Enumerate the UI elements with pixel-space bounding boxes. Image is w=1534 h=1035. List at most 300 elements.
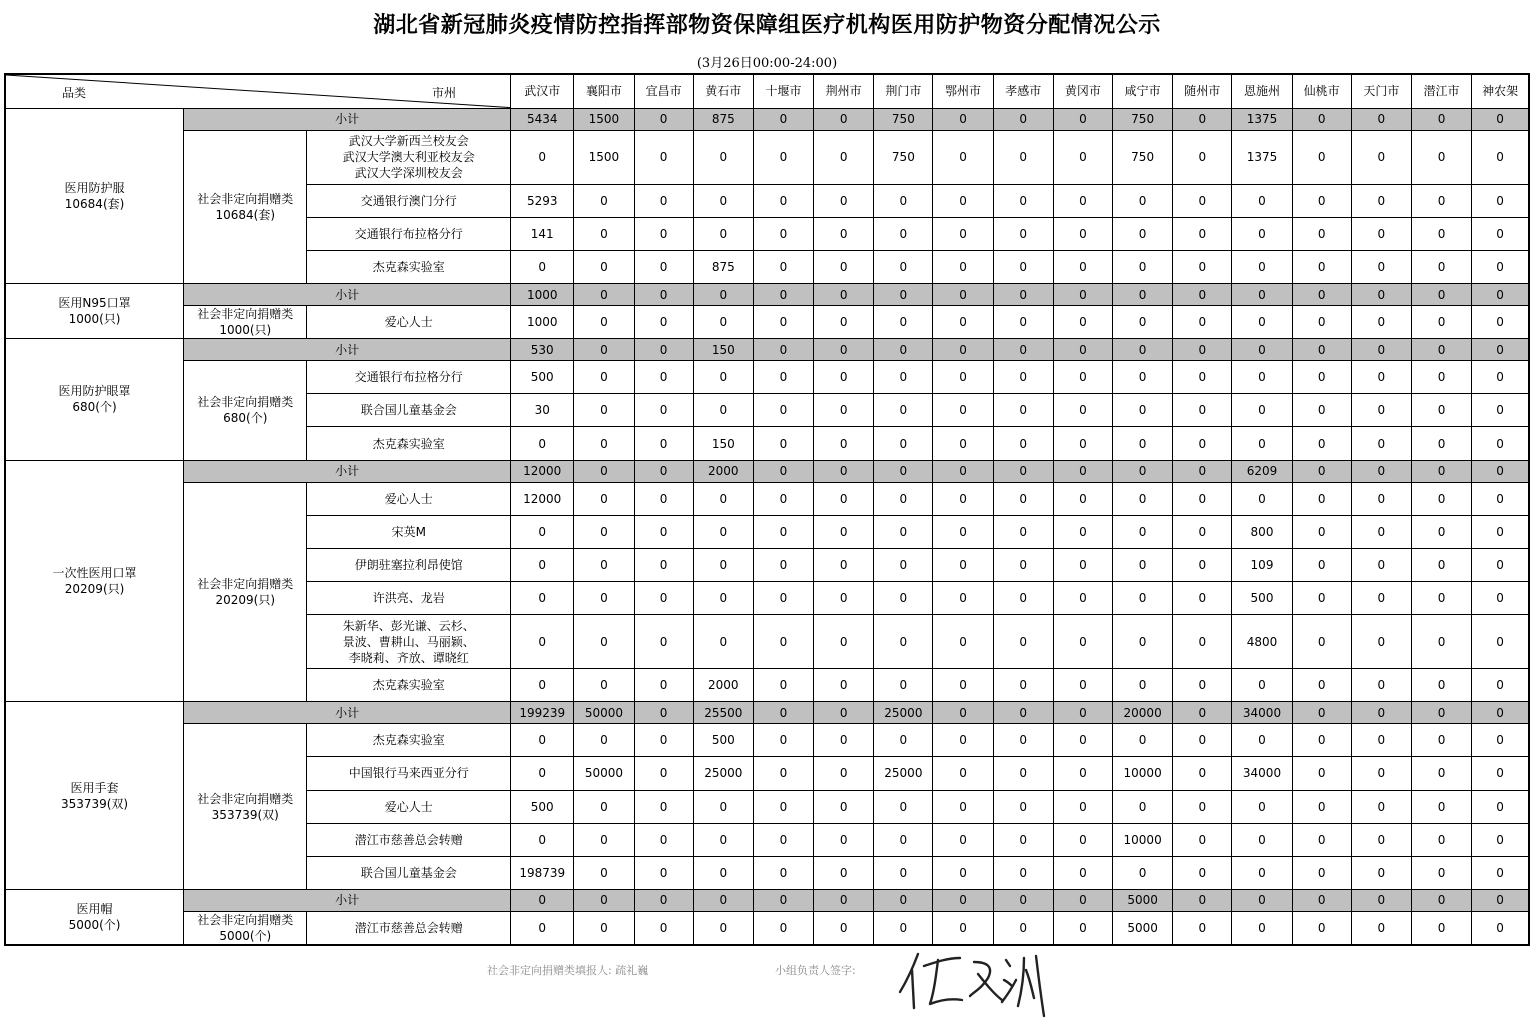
allocation-value: 0 [933, 482, 993, 515]
allocation-value: 0 [574, 217, 634, 250]
city-header: 武汉市 [511, 74, 574, 108]
subtotal-value: 0 [933, 284, 993, 306]
allocation-value: 0 [1472, 669, 1529, 702]
subtotal-value: 0 [1173, 702, 1232, 724]
city-header: 咸宁市 [1113, 74, 1173, 108]
subtotal-value: 12000 [511, 460, 574, 482]
allocation-value: 0 [634, 250, 693, 283]
allocation-value: 0 [1232, 669, 1292, 702]
allocation-value: 0 [933, 394, 993, 427]
allocation-value: 0 [1472, 856, 1529, 889]
subtotal-value: 0 [574, 339, 634, 361]
allocation-value: 0 [1411, 615, 1471, 669]
allocation-value: 1500 [574, 130, 634, 184]
allocation-value: 0 [1351, 361, 1411, 394]
donor-name: 爱心人士 [384, 315, 433, 330]
subtotal-value: 0 [753, 339, 813, 361]
category-name-cell [5, 702, 184, 890]
subtotal-label: 小计 [184, 284, 511, 306]
subtotal-value: 0 [1472, 889, 1529, 911]
allocation-value: 0 [1053, 856, 1112, 889]
city-header: 天门市 [1351, 74, 1411, 108]
allocation-value: 0 [814, 515, 874, 548]
donor-name-cell [307, 724, 511, 757]
allocation-value: 0 [993, 130, 1053, 184]
donation-type: 社会非定向捐赠类 [197, 791, 294, 806]
allocation-value: 0 [1113, 306, 1173, 339]
allocation-value: 0 [574, 823, 634, 856]
allocation-value: 0 [993, 790, 1053, 823]
subtotal-value: 0 [1472, 339, 1529, 361]
allocation-value: 0 [874, 306, 933, 339]
allocation-value: 0 [1351, 306, 1411, 339]
donor-name-cell [307, 217, 511, 250]
allocation-value: 0 [1053, 724, 1112, 757]
allocation-value: 0 [933, 130, 993, 184]
allocation-value: 0 [874, 548, 933, 581]
allocation-value: 0 [933, 361, 993, 394]
subtotal-value: 5434 [511, 108, 574, 130]
allocation-value: 0 [993, 669, 1053, 702]
allocation-value: 0 [753, 217, 813, 250]
subtotal-value: 0 [993, 460, 1053, 482]
city-header: 随州市 [1173, 74, 1232, 108]
allocation-value: 0 [753, 184, 813, 217]
subtotal-value: 0 [1472, 108, 1529, 130]
donor-name: 爱心人士 [384, 491, 433, 506]
allocation-value: 5000 [1113, 911, 1173, 945]
table-row [5, 482, 1529, 515]
allocation-value: 0 [933, 856, 993, 889]
allocation-value: 0 [511, 548, 574, 581]
header-diagonal-cell [5, 74, 511, 108]
subtotal-value: 0 [933, 460, 993, 482]
category-name: 一次性医用口罩 [52, 565, 137, 580]
table-row [5, 361, 1529, 394]
allocation-value: 0 [1173, 130, 1232, 184]
allocation-value: 0 [874, 427, 933, 460]
allocation-value: 0 [1113, 615, 1173, 669]
subtotal-value: 0 [1411, 339, 1471, 361]
signature-label: 小组负责人签字: [775, 964, 856, 977]
subtotal-value: 0 [1232, 339, 1292, 361]
subtotal-value: 0 [1292, 889, 1351, 911]
allocation-value: 0 [1053, 184, 1112, 217]
category-total: 353739(双) [60, 796, 129, 811]
subtotal-value: 0 [1351, 460, 1411, 482]
subtotal-value: 0 [993, 889, 1053, 911]
allocation-value: 0 [1472, 790, 1529, 823]
allocation-value: 0 [1292, 361, 1351, 394]
allocation-value: 0 [1173, 548, 1232, 581]
allocation-value: 0 [634, 856, 693, 889]
allocation-value: 0 [574, 482, 634, 515]
allocation-value: 0 [574, 515, 634, 548]
allocation-value: 0 [1173, 790, 1232, 823]
allocation-value: 0 [753, 394, 813, 427]
subtotal-row [5, 460, 1529, 482]
allocation-value: 0 [574, 581, 634, 614]
allocation-value: 0 [933, 250, 993, 283]
donation-type-cell [184, 482, 307, 702]
category-total: 10684(套) [64, 196, 125, 211]
allocation-value: 0 [993, 250, 1053, 283]
allocation-value: 0 [511, 669, 574, 702]
allocation-table [4, 73, 1530, 946]
allocation-value: 0 [574, 394, 634, 427]
donor-name-cell [307, 581, 511, 614]
donor-name: 联合国儿童基金会 [360, 865, 457, 880]
allocation-value: 0 [574, 856, 634, 889]
allocation-value: 0 [1411, 361, 1471, 394]
allocation-value: 0 [814, 790, 874, 823]
allocation-value: 0 [1351, 615, 1411, 669]
table-row [5, 130, 1529, 184]
allocation-value: 0 [1292, 184, 1351, 217]
allocation-value: 0 [1173, 482, 1232, 515]
donation-type: 社会非定向捐赠类 [197, 307, 294, 322]
allocation-value: 0 [1411, 130, 1471, 184]
subtotal-value: 0 [874, 460, 933, 482]
allocation-value: 0 [1232, 306, 1292, 339]
category-name: 医用防护眼罩 [58, 384, 131, 399]
allocation-value: 0 [1113, 250, 1173, 283]
allocation-value: 0 [933, 669, 993, 702]
allocation-value: 0 [693, 581, 753, 614]
city-header: 荆州市 [814, 74, 874, 108]
subtotal-value: 0 [1113, 284, 1173, 306]
allocation-value: 0 [693, 482, 753, 515]
subtotal-value: 0 [1053, 889, 1112, 911]
allocation-value: 0 [1173, 184, 1232, 217]
donor-name: 景波、曹耕山、马丽颖、 [342, 634, 475, 649]
allocation-value: 109 [1232, 548, 1292, 581]
subtotal-value: 750 [874, 108, 933, 130]
donor-name: 武汉大学澳大利亚校友会 [342, 150, 475, 165]
subtotal-value: 0 [1351, 702, 1411, 724]
allocation-value: 0 [753, 548, 813, 581]
allocation-value: 0 [1472, 911, 1529, 945]
allocation-value: 0 [511, 130, 574, 184]
allocation-value: 0 [693, 823, 753, 856]
allocation-value: 0 [574, 669, 634, 702]
allocation-value: 0 [1292, 757, 1351, 790]
allocation-value: 0 [1173, 615, 1232, 669]
allocation-value: 0 [1113, 361, 1173, 394]
allocation-value: 0 [993, 394, 1053, 427]
allocation-value: 0 [634, 130, 693, 184]
allocation-value: 0 [574, 184, 634, 217]
donor-name: 杰克森实验室 [372, 436, 445, 451]
allocation-value: 0 [993, 217, 1053, 250]
allocation-value: 0 [1113, 724, 1173, 757]
allocation-value: 0 [1053, 615, 1112, 669]
allocation-value: 0 [1232, 823, 1292, 856]
allocation-value: 0 [753, 361, 813, 394]
subtotal-value: 0 [993, 108, 1053, 130]
allocation-value: 0 [993, 757, 1053, 790]
allocation-value: 0 [1411, 581, 1471, 614]
subtotal-value: 150 [693, 339, 753, 361]
allocation-value: 0 [874, 615, 933, 669]
allocation-value: 0 [1113, 184, 1173, 217]
date-range-subtitle: (3月26日00:00-24:00) [696, 56, 838, 71]
donor-name: 伊朗驻塞拉利昂使馆 [354, 557, 463, 572]
donor-name-cell [307, 757, 511, 790]
subtotal-value: 0 [814, 889, 874, 911]
allocation-value: 0 [993, 856, 1053, 889]
allocation-value: 0 [814, 394, 874, 427]
allocation-value: 0 [574, 615, 634, 669]
allocation-value: 0 [634, 217, 693, 250]
allocation-value: 0 [993, 823, 1053, 856]
subtotal-value: 1000 [511, 284, 574, 306]
subtotal-value: 0 [814, 702, 874, 724]
allocation-value: 0 [993, 482, 1053, 515]
allocation-value: 0 [1113, 427, 1173, 460]
allocation-value: 0 [1053, 669, 1112, 702]
allocation-value: 0 [1292, 482, 1351, 515]
subtotal-row [5, 702, 1529, 724]
allocation-value: 0 [993, 184, 1053, 217]
allocation-value: 0 [993, 427, 1053, 460]
allocation-value: 0 [693, 856, 753, 889]
subtotal-value: 0 [1351, 339, 1411, 361]
city-header: 鄂州市 [933, 74, 993, 108]
allocation-value: 30 [511, 394, 574, 427]
allocation-value: 0 [933, 823, 993, 856]
allocation-value: 0 [1173, 911, 1232, 945]
subtotal-value: 0 [993, 284, 1053, 306]
allocation-value: 0 [1411, 669, 1471, 702]
allocation-value: 0 [1173, 823, 1232, 856]
donor-name-cell [307, 184, 511, 217]
allocation-value: 0 [1173, 217, 1232, 250]
allocation-value: 0 [693, 130, 753, 184]
allocation-value: 0 [753, 581, 813, 614]
allocation-value: 0 [693, 548, 753, 581]
allocation-value: 0 [1053, 548, 1112, 581]
allocation-value: 0 [693, 184, 753, 217]
allocation-value: 141 [511, 217, 574, 250]
allocation-value: 0 [993, 306, 1053, 339]
allocation-value: 0 [511, 911, 574, 945]
allocation-value: 0 [693, 394, 753, 427]
allocation-value: 0 [1173, 724, 1232, 757]
allocation-value: 0 [1472, 306, 1529, 339]
allocation-value: 0 [753, 790, 813, 823]
allocation-value: 0 [1292, 130, 1351, 184]
subtotal-value: 25500 [693, 702, 753, 724]
donor-name-cell [307, 250, 511, 283]
allocation-value: 0 [634, 184, 693, 217]
allocation-value: 0 [1053, 250, 1112, 283]
allocation-value: 0 [1472, 548, 1529, 581]
allocation-value: 0 [574, 361, 634, 394]
subtotal-value: 0 [574, 889, 634, 911]
allocation-value: 0 [753, 911, 813, 945]
table-row [5, 306, 1529, 339]
allocation-value: 0 [753, 615, 813, 669]
subtotal-value: 0 [1472, 284, 1529, 306]
allocation-value: 0 [1472, 394, 1529, 427]
allocation-value: 0 [1292, 548, 1351, 581]
subtotal-value: 0 [753, 108, 813, 130]
subtotal-value: 0 [574, 460, 634, 482]
allocation-value: 12000 [511, 482, 574, 515]
donation-type-total: 1000(只) [219, 323, 272, 338]
category-total: 20209(只) [64, 581, 125, 596]
donor-name-cell [307, 669, 511, 702]
donor-name: 武汉大学新西兰校友会 [348, 134, 469, 149]
allocation-value: 0 [814, 669, 874, 702]
subtotal-value: 875 [693, 108, 753, 130]
allocation-value: 0 [814, 361, 874, 394]
subtotal-value: 0 [1292, 339, 1351, 361]
subtotal-row [5, 108, 1529, 130]
donor-name: 许洪亮、龙岩 [372, 590, 445, 605]
subtotal-value: 0 [993, 339, 1053, 361]
subtotal-value: 25000 [874, 702, 933, 724]
allocation-value: 0 [933, 757, 993, 790]
allocation-value: 0 [1053, 823, 1112, 856]
allocation-value: 0 [933, 184, 993, 217]
donor-name: 杰克森实验室 [372, 733, 445, 748]
donation-type-cell [184, 724, 307, 889]
allocation-value: 0 [993, 361, 1053, 394]
allocation-value: 0 [753, 306, 813, 339]
subtotal-value: 0 [511, 889, 574, 911]
allocation-value: 0 [1173, 306, 1232, 339]
allocation-value: 0 [1411, 482, 1471, 515]
allocation-value: 0 [753, 823, 813, 856]
allocation-value: 0 [1232, 427, 1292, 460]
donation-type-total: 20209(只) [215, 592, 276, 607]
donor-name: 潜江市慈善总会转赠 [354, 920, 463, 935]
city-header: 孝感市 [993, 74, 1053, 108]
allocation-value: 0 [1053, 217, 1112, 250]
allocation-value: 0 [933, 790, 993, 823]
allocation-value: 0 [874, 724, 933, 757]
city-header: 宜昌市 [634, 74, 693, 108]
allocation-value: 0 [753, 724, 813, 757]
allocation-value: 0 [1113, 548, 1173, 581]
allocation-value: 0 [1053, 482, 1112, 515]
donor-name: 朱新华、彭光谦、云杉、 [342, 618, 475, 633]
allocation-value: 0 [1411, 217, 1471, 250]
subtotal-value: 750 [1113, 108, 1173, 130]
allocation-value: 0 [1113, 515, 1173, 548]
allocation-value: 0 [753, 669, 813, 702]
city-header: 黄冈市 [1053, 74, 1112, 108]
allocation-value: 0 [634, 361, 693, 394]
subtotal-row [5, 339, 1529, 361]
donor-name: 杰克森实验室 [372, 260, 445, 275]
allocation-value: 0 [574, 790, 634, 823]
allocation-value: 25000 [874, 757, 933, 790]
allocation-value: 0 [1351, 581, 1411, 614]
allocation-value: 0 [814, 306, 874, 339]
allocation-value: 0 [1232, 911, 1292, 945]
subtotal-value: 20000 [1113, 702, 1173, 724]
allocation-value: 0 [634, 757, 693, 790]
category-name: 医用防护服 [64, 180, 125, 195]
allocation-value: 0 [1351, 184, 1411, 217]
allocation-value: 0 [933, 581, 993, 614]
allocation-value: 0 [874, 217, 933, 250]
allocation-value: 0 [634, 581, 693, 614]
allocation-value: 0 [933, 427, 993, 460]
subtotal-value: 0 [1173, 339, 1232, 361]
allocation-value: 0 [1411, 724, 1471, 757]
allocation-value: 0 [753, 427, 813, 460]
allocation-value: 0 [1472, 361, 1529, 394]
allocation-value: 0 [993, 724, 1053, 757]
allocation-value: 0 [874, 823, 933, 856]
allocation-value: 0 [1292, 724, 1351, 757]
subtotal-value: 0 [814, 108, 874, 130]
allocation-value: 0 [1053, 394, 1112, 427]
allocation-value: 0 [1053, 306, 1112, 339]
allocation-value: 0 [1292, 217, 1351, 250]
allocation-value: 4800 [1232, 615, 1292, 669]
donor-name-cell [307, 394, 511, 427]
subtotal-value: 0 [753, 889, 813, 911]
allocation-value: 875 [693, 250, 753, 283]
allocation-value: 0 [1173, 581, 1232, 614]
allocation-value: 0 [1292, 427, 1351, 460]
subtotal-value: 0 [933, 339, 993, 361]
donation-type: 社会非定向捐赠类 [197, 395, 294, 410]
subtotal-value: 0 [1292, 460, 1351, 482]
allocation-value: 0 [753, 482, 813, 515]
donation-type: 社会非定向捐赠类 [197, 191, 294, 206]
subtotal-value: 2000 [693, 460, 753, 482]
allocation-value: 25000 [693, 757, 753, 790]
allocation-value: 0 [1173, 394, 1232, 427]
allocation-value: 0 [993, 615, 1053, 669]
donor-name: 杰克森实验室 [372, 678, 445, 693]
subtotal-label: 小计 [184, 339, 511, 361]
allocation-value: 500 [511, 361, 574, 394]
category-name-cell [5, 889, 184, 945]
allocation-value: 0 [1472, 515, 1529, 548]
subtotal-value: 0 [1292, 284, 1351, 306]
allocation-value: 0 [693, 615, 753, 669]
allocation-value: 0 [933, 548, 993, 581]
allocation-value: 0 [634, 548, 693, 581]
category-total: 680(个) [72, 400, 117, 415]
allocation-value: 0 [1292, 306, 1351, 339]
allocation-value: 0 [1292, 856, 1351, 889]
allocation-value: 0 [634, 394, 693, 427]
allocation-value: 0 [1053, 911, 1112, 945]
donor-name-cell [307, 130, 511, 184]
subtotal-value: 0 [634, 108, 693, 130]
allocation-value: 0 [1232, 856, 1292, 889]
subtotal-value: 0 [1173, 889, 1232, 911]
subtotal-value: 0 [1232, 889, 1292, 911]
allocation-value: 0 [933, 306, 993, 339]
donation-type: 社会非定向捐赠类 [197, 912, 294, 927]
allocation-value: 0 [1173, 856, 1232, 889]
allocation-value: 0 [1292, 581, 1351, 614]
allocation-value: 0 [1292, 394, 1351, 427]
subtotal-value: 0 [814, 284, 874, 306]
donor-name-cell [307, 482, 511, 515]
subtotal-value: 0 [753, 702, 813, 724]
allocation-value: 0 [634, 724, 693, 757]
